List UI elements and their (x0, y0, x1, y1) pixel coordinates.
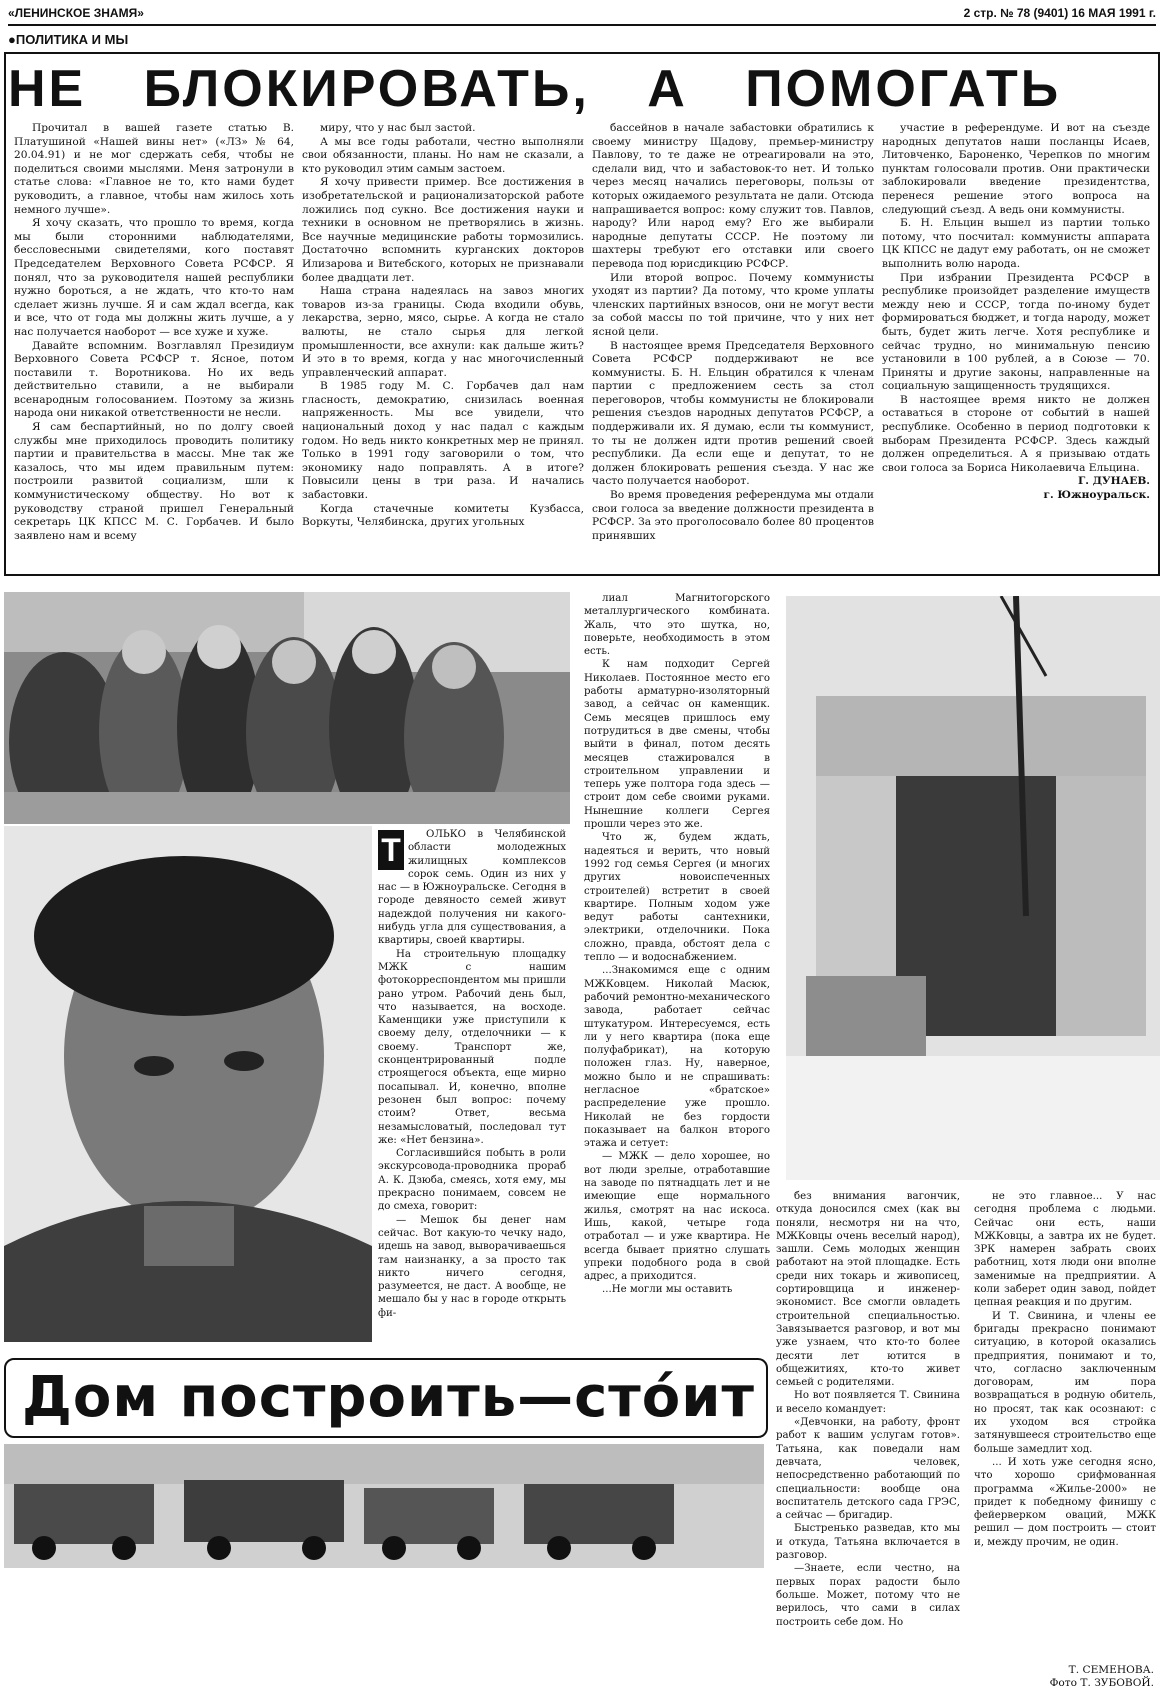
photo-construction-site-image (786, 596, 1160, 1180)
article1-column-1 (14, 122, 294, 570)
paragraph: Наша страна надеялась на завоз многих товаров из-за границы. Сюда входили обувь, лекарства, зерно, мясо, сырье. А когда не стало валюты, не стало сырья для легкой промышленности, все ахнули: как дальше жить? И это в то время, когда у нас многочисленный управленческий аппарат. (302, 285, 584, 379)
article1-headline: НЕ БЛОКИРОВАТЬ, А ПОМОГАТЬ (8, 60, 1062, 118)
paragraph: не это главное... У нас сегодня проблема с людьми. Сейчас они есть, наши МЖКовцы, а завтра их не будет. ЗРК намерен забрать своих работниц, хотя люди они вполне заменимые на предприятии. А коли заберет один завод, пойдет цепная реакция и по другим. (974, 1191, 1156, 1309)
paragraph: лиал Магнитогорского металлургического комбината. Жаль, что это шутка, но, поверьте, необходимость в этом есть. (584, 593, 770, 658)
paragraph: А мы все годы работали, честно выполняли свои обязанности, планы. Но нам не сказали, а кто руководил этим самым застоем. (302, 135, 584, 175)
paragraph: Во время проведения референдума мы отдали свои голоса за введение должности президента в РСФСР. За это проголосовало более 80 процентов принявших (592, 489, 874, 542)
photo-trucks-image (4, 1444, 764, 1568)
paragraph: Давайте вспомним. Возглавлял Президиум Верховного Совета РСФСР т. Ясное, потом поставили т. Воротникова. Но их ведь действительно ставили, а не выбирали всенародным голосованием. Поэтому за жизнь народа они никакой ответственности не несли. (14, 339, 294, 420)
paragraph: Б. Н. Ельцин вышел из партии только потому, что посчитал: коммунисты аппарата ЦК КПСС не дадут ему работать, он не сможет выполнить волю народа. (882, 217, 1150, 270)
paragraph: участие в референдуме. И вот на съезде народных депутатов наши посланцы Исаев, Литовченко, Бароненко, Черепков по многим пунктам голосовали против. Они практически заблокировали введение президентства, перенеся решение этого вопроса на следующий съезд. А ведь они коммунисты. (882, 122, 1150, 216)
paragraph: ...Не могли мы оставить (602, 1284, 733, 1296)
photo-man-portrait-image (4, 826, 372, 1342)
paragraph: Что ж, будем ждать, надеяться и верить, что новый 1992 год семья Сергея (и многих других новоиспеченных строителей) встретит в своей квартире. Полным ходом уже ведут работы сантехники, электрики, отделочники. Пока сложно, правда, обстоят дела с тепло — и водоснабжением. (584, 832, 770, 964)
paragraph: И Т. Свинина, и члены ее бригады прекрасно понимают ситуацию, в которой оказались предприятия, понимают и то, что, согласно заключенным договорам, им пора возвращаться в родную обитель, но просят, так как осознают: с их уходом вся стройка затянувшееся строительство еще больше замедлит ход. (974, 1310, 1156, 1455)
paragraph: без внимания вагончик, откуда доносился смех (как вы поняли, несмотря ни на что, МЖКовцы очень веселый народ), зашли. Семь молодых женщин работают на этой площадке. Есть среди них токарь и живописец, сортировщица и инженер-экономист. Все смогли овладеть строительной специальностью. Завязывается разговор, и вот мы уже узнаем, что кто-то более десяти лет ютится в общежитиях, кто-то живет семьей с родителями. (776, 1191, 960, 1389)
photo-women-workers-image (4, 592, 570, 824)
paragraph-lead (378, 828, 566, 948)
photo-credit: Фото Т. ЗУБОВОЙ. (1049, 1677, 1154, 1689)
paragraph: —Знаете, если честно, на первых порах радости было больше. Может, потому что не верилось, что сами в силах построить себе дом. Но (776, 1563, 960, 1628)
article2-column-1 (378, 828, 566, 1348)
paragraph: Когда стачечные комитеты Кузбасса, Воркуты, Челябинска, других угольных (302, 502, 584, 529)
article2-column-2 (584, 592, 770, 1352)
lead-text: ОЛЬКО в Челябинской области молодежных жилищных комплексов сорок семь. Один из них у нас — в Южноуральске. Сегодня в городе девяносто семей живут надеждой получения ни какого-нибудь угла для существования, а квартиры, своей квартиры. (378, 829, 566, 947)
photo-man-portrait (4, 826, 372, 1342)
paragraph: Я хочу привести пример. Все достижения в изобретательской и рационализаторской работе ложились под сукно. Все достижения науки и техники в основном не претворялись в жизнь. Все научные медицинские работы тормозились. Достаточно вспомнить курганских докторов Илизарова и Витебского, которых не признавали более двадцати лет. (302, 176, 584, 284)
paragraph: бассейнов в начале забастовки обратились к своему министру Щадову, премьер-министру Павлову, то те даже не отреагировали на это, сделали вид, что и забастовок-то нет. И только через месяц начались переговоры, пользы от которых ожидаемого результата не дали. Отсюда напрашивается вопрос: кому служит тов. Павлов, народу? Или народ ему? Его же выбирали народные депутаты СССР. Не поэтому ли шахтеры требуют его отставки или своего перевода под юрисдикцию РСФСР. (592, 122, 874, 270)
paragraph: Я хочу сказать, что прошло то время, когда мы были сторонними наблюдателями, бессловесными свидетелями, кого поставят Председателем Верховного Совета РСФСР. Я понял, что за руководителя нашей республики нужно бороться, а не ждать, что кто-то нам сделает жизнь лучше. Я и сам ждал всегда, как и все, что от года мы должны жить лучше, а у нас получается наоборот — все хуже и хуже. (14, 217, 294, 338)
paragraph: «Девчонки, на работу, фронт работ к вашим услугам готов». Татьяна, как поведали нам девчата, человек, непосредственно работающий по специальности: вообще она воспитатель детского сада ГРЭС, а сейчас — бригадир. (776, 1417, 960, 1522)
paragraph: Или второй вопрос. Почему коммунисты уходят из партии? Да потому, что кроме уплаты членских партийных взносов, они не могут вести за собой массы по той причине, что у них нет ясной цели. (592, 271, 874, 338)
author-city: г. Южноуральск. (1043, 489, 1150, 502)
paragraph: ...Знакомимся еще с одним МЖКовцем. Николай Масюк, рабочий ремонтно-механического завода, работает сейчас штукатуром. Интересуемся, есть ли у него квартира (пока еще полуфабрикат), на которую положен глаз. Ну, наверное, можно было и не спрашивать: негласное «братское» распределение уже прошло. Николай не без гордости показывает на балкон второго этажа и сетует: (584, 965, 770, 1150)
photo-trucks (4, 1444, 764, 1568)
paragraph: миру, что у нас был застой. (320, 122, 476, 134)
paragraph: Я сам беспартийный, но по долгу своей службы мне приходилось проводить политику партии и правительства в массы. Мне так же казалось, что мы идем правильным путем: построили развитой социализм, шли к коммунистическому обществу. Но вот к руководству страной пришел Генеральный секретарь ЦК КПСС М. С. Горбачев. И было заявлено нам и всему (14, 421, 294, 542)
article1-column-2 (302, 122, 584, 570)
article1-column-3 (592, 122, 874, 570)
photo-women-workers (4, 592, 570, 824)
paragraph: Быстренько разведав, кто мы и откуда, Татьяна включается в разговор. (776, 1523, 960, 1562)
drop-cap: Т (378, 830, 404, 870)
article2-column-4 (974, 1190, 1156, 1690)
article2-headline: Дом построить—стóит (22, 1365, 755, 1430)
issue-info: 2 стр. № 78 (9401) 16 МАЯ 1991 г. (963, 6, 1156, 20)
paragraph: Прочитал в вашей газете статью В. Платушиной «Нашей вины нет» («ЛЗ» № 64, 20.04.91) и не мог сдержать себя, чтобы не поделиться своими мыслями. Меня затронули в статье слова: «Главное не то, кто нами будет руководить, а главное, чтобы нам жилось хоть немного лучше». (14, 122, 294, 216)
paragraph: В 1985 году М. С. Горбачев дал нам гласность, демократию, снизилась военная напряженность. Мы все увидели, что национальный доход у нас падал с каждым годом. Но ведь никто конкретных мер не принял. Только в 1991 году заговорили о том, что экономику надо поправлять. А в итоге? Повысили цены в три раза. И начались забастовки. (302, 380, 584, 502)
paragraph: Но вот появляется Т. Свинина и весело командует: (776, 1390, 960, 1415)
article1-column-4 (882, 122, 1150, 570)
photo-construction-site (786, 596, 1160, 1180)
paragraph: — Мешок бы денег нам сейчас. Вот какую-то чечку надо, идешь на завод, выворачиваешься там наизнанку, а за просто так никто ничего сегодня, разумеется, не даст. А вообще, не мешало бы у нас в городе открыть фи- (378, 1214, 566, 1319)
paragraph: ... И хоть уже сегодня ясно, что хорошо срифмованная программа «Жилье-2000» не придет к победному финишу с фейерверком оваций, МЖК решил — дом построить — стоит и, между прочим, не один. (974, 1456, 1156, 1548)
paragraph: Согласившийся побыть в роли экскурсовода-проводника прораб А. К. Дзюба, смеясь, хотя ему, мы прекрасно понимаем, совсем не до смеха, говорит: (378, 1148, 566, 1213)
newspaper-name: «ЛЕНИНСКОЕ ЗНАМЯ» (8, 6, 144, 20)
article2-credits (960, 1664, 1154, 1690)
top-rule (8, 24, 1156, 26)
paragraph: В настоящее время Председателя Верховного Совета РСФСР поддерживают не все коммунисты. Б. Н. Ельцин обратился к членам партии с предложением сесть за стол переговоров, чтобы коммунисты не блокировали решения съездов народных депутатов РСФСР, а поддерживали их. Я думаю, если ты коммунист, то ты не должен идти против решений своей республики. Да если еще и депутат, то не должен блокировать решения съезда. У нас же часто получается наоборот. (592, 339, 874, 488)
author-credit: Т. СЕМЕНОВА. (1068, 1664, 1154, 1676)
section-rubric: ●ПОЛИТИКА И МЫ (8, 32, 129, 47)
masthead (8, 6, 1156, 24)
article2-column-3 (776, 1190, 960, 1690)
paragraph: — МЖК — дело хорошее, но вот люди зрелые, отработавшие на заводе по пятнадцать лет и не имеющие еще нормального жилья, смотрят на нас искоса. Ишь, какой, четыре года отработал — и уже квартира. Не всегда бывает приятно слушать упреки подобного рода в свой адрес, а приходится. (584, 1151, 770, 1283)
paragraph: На строительную площадку МЖК с нашим фотокорреспондентом мы пришли рано утром. Рабочий день был, что называется, на восходе. Каменщики уже приступили к своему делу, отделочники — к своему. Транспорт же, сконцентрированный подле строящегося объекта, еще мирно посапывал. И, конечно, вполне резонен был вопрос: почему стоим? Ответ, весьма незамысловатый, последовал тут же: «Нет бензина». (378, 948, 566, 1146)
paragraph: В настоящее время никто не должен оставаться в стороне от событий в нашей республике. Особенно в период подготовки к выборам Президента РСФСР. Здесь каждый должен определиться. А я призываю отдать свои голоса за Бориса Николаевича Ельцина. (882, 393, 1150, 474)
paragraph: При избрании Президента РСФСР в республике произойдет разделение имуществ между нею и СССР, тогда по-иному будет формироваться бюджет, и тогда народу, может быть, будет жить легче. Хотя республике и сейчас трудно, но минимальную пенсию установили в 100 рублей, а в Союзе — 70. Приняты и другие законы, направленные на социальную защищенность трудящихся. (882, 271, 1150, 393)
author-signature: Г. ДУНАЕВ. (1077, 475, 1150, 488)
paragraph: К нам подходит Сергей Николаев. Постоянное место его работы арматурно-изоляторный завод, а сейчас он каменщик. Семь месяцев пришлось ему потрудиться в две смены, чтобы выйти в финал, потом десять месяцев стажировался в строительном управлении и теперь уже полтора года здесь — строит дом себе своими руками. Нынешние коллеги Сергея прошли через это же. (584, 659, 770, 831)
